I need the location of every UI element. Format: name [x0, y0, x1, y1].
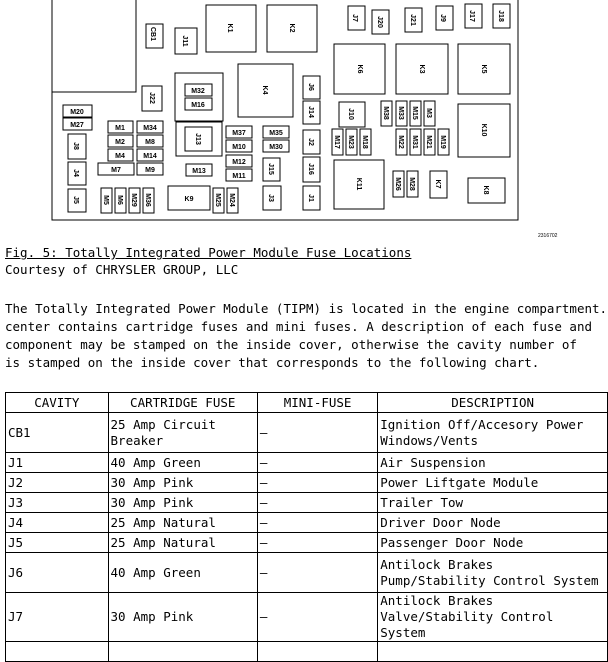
cell-cavity: J4	[6, 513, 109, 533]
intro-line: The Totally Integrated Power Module (TIPM) is located in the engine compartment.	[5, 301, 608, 316]
cell-cavity: J6	[6, 553, 109, 593]
table-row	[6, 642, 608, 662]
intro-paragraph	[5, 300, 607, 372]
label-m8: M8	[145, 139, 155, 146]
cell-mini: –	[257, 553, 377, 593]
label-k11: K11	[355, 177, 362, 191]
label-m10: M10	[232, 144, 246, 151]
label-m22: M22	[397, 135, 404, 149]
label-j20: J20	[376, 16, 383, 28]
label-j15: J15	[267, 163, 274, 175]
cell-mini: –	[257, 493, 377, 513]
label-j10: J10	[347, 108, 354, 120]
label-m34: M34	[143, 125, 157, 132]
cell-cavity: J1	[6, 453, 109, 473]
label-m4: M4	[115, 153, 125, 160]
label-m11: M11	[232, 173, 246, 180]
label-m1: M1	[115, 125, 125, 132]
label-j22: J22	[148, 92, 155, 104]
label-j9: J9	[439, 14, 446, 22]
module-outline	[52, 0, 518, 220]
label-k1: K1	[226, 23, 233, 33]
cell-description: Antilock Brakes Valve/Stability Control System	[378, 593, 608, 642]
label-j4: J4	[72, 169, 79, 177]
header-cartridge-fuse: CARTRIDGE FUSE	[108, 393, 257, 413]
label-k4: K4	[261, 85, 268, 95]
label-j13: J13	[194, 133, 201, 145]
label-m16: M16	[191, 102, 205, 109]
label-m36: M36	[144, 193, 151, 207]
label-m15: M15	[411, 106, 418, 120]
label-m20: M20	[70, 109, 84, 116]
label-m37: M37	[232, 130, 246, 137]
header-mini-fuse: MINI-FUSE	[257, 393, 377, 413]
label-m24: M24	[228, 193, 235, 207]
label-k9: K9	[184, 196, 194, 203]
label-cb1: CB1	[149, 26, 156, 42]
cell-cavity: J7	[6, 593, 109, 642]
fuse-table	[5, 392, 608, 662]
fuse-location-diagram	[0, 0, 608, 232]
label-m28: M28	[408, 177, 415, 191]
cell-cartridge: 25 Amp Natural	[108, 513, 257, 533]
label-k5: K5	[480, 64, 487, 74]
header-cavity: CAVITY	[6, 393, 109, 413]
cell-cartridge: 40 Amp Green	[108, 553, 257, 593]
cell-cartridge: 30 Amp Pink	[108, 493, 257, 513]
figure-caption	[5, 244, 411, 278]
table-body	[6, 413, 608, 662]
label-k2: K2	[288, 23, 295, 33]
cell-cartridge: 25 Amp Circuit Breaker	[108, 413, 257, 453]
cell-description: Driver Door Node	[378, 513, 608, 533]
cell-mini: –	[257, 453, 377, 473]
cell-description: Power Liftgate Module	[378, 473, 608, 493]
cell-cartridge: 30 Amp Pink	[108, 593, 257, 642]
cell-mini: –	[257, 593, 377, 642]
label-m12: M12	[232, 159, 246, 166]
label-m26: M26	[394, 177, 401, 191]
cell-description: Trailer Tow	[378, 493, 608, 513]
cell-description: Passenger Door Node	[378, 533, 608, 553]
label-m25: M25	[214, 193, 221, 207]
table-row	[6, 593, 608, 642]
table-row	[6, 553, 608, 593]
label-m2: M2	[115, 139, 125, 146]
label-k7: K7	[434, 179, 441, 189]
label-j17: J17	[468, 10, 475, 22]
cell-description: Antilock Brakes Pump/Stability Control System	[378, 553, 608, 593]
cell-cavity: CB1	[6, 413, 109, 453]
label-m27: M27	[70, 122, 84, 129]
cell-cavity: J2	[6, 473, 109, 493]
label-m30: M30	[269, 144, 283, 151]
cell-cavity: J5	[6, 533, 109, 553]
label-j5: J5	[72, 196, 79, 204]
intro-line: component may be stamped on the inside cover, otherwise the cavity number of	[5, 337, 577, 352]
cell-cartridge	[108, 642, 257, 662]
label-m17: M17	[333, 135, 340, 149]
label-j8: J8	[72, 142, 79, 150]
table-row	[6, 493, 608, 513]
intro-line: is stamped on the inside cover that corresponds to the following chart.	[5, 355, 540, 370]
cell-description: Air Suspension	[378, 453, 608, 473]
label-j18: J18	[497, 10, 504, 22]
intro-line: center contains cartridge fuses and mini fuses. A description of each fuse and	[5, 319, 592, 334]
cell-cartridge: 25 Amp Natural	[108, 533, 257, 553]
cell-mini: –	[257, 513, 377, 533]
label-m14: M14	[143, 153, 157, 160]
label-m32: M32	[191, 88, 205, 95]
label-m7: M7	[111, 167, 121, 174]
label-j6: J6	[307, 83, 314, 91]
cell-cartridge: 30 Amp Pink	[108, 473, 257, 493]
label-m29: M29	[130, 193, 137, 207]
label-m35: M35	[269, 130, 283, 137]
label-m33: M33	[397, 106, 404, 120]
label-m5: M5	[102, 195, 109, 205]
figure-courtesy: Courtesy of CHRYSLER GROUP, LLC	[5, 262, 239, 277]
label-k10: K10	[480, 123, 487, 137]
table-row	[6, 413, 608, 453]
label-j2: J2	[307, 138, 314, 146]
cell-description	[378, 642, 608, 662]
label-m38: M38	[382, 106, 389, 120]
label-j1: J1	[307, 194, 314, 202]
table-row	[6, 453, 608, 473]
cell-mini: –	[257, 413, 377, 453]
label-j16: J16	[307, 163, 314, 175]
label-m3: M3	[425, 108, 432, 118]
label-m19: M19	[439, 135, 446, 149]
cell-mini: –	[257, 533, 377, 553]
label-m9: M9	[145, 167, 155, 174]
table-header-row	[6, 393, 608, 413]
label-k3: K3	[418, 64, 425, 74]
header-description: DESCRIPTION	[378, 393, 608, 413]
cell-cavity	[6, 642, 109, 662]
module-inset	[52, 0, 136, 92]
figure-title: Fig. 5: Totally Integrated Power Module Fuse Locations	[5, 245, 412, 260]
label-m31: M31	[411, 135, 418, 149]
label-m6: M6	[116, 195, 123, 205]
label-m23: M23	[347, 135, 354, 149]
label-m21: M21	[425, 135, 432, 149]
label-k8: K8	[482, 185, 489, 195]
label-j7: J7	[351, 14, 358, 22]
table-row	[6, 513, 608, 533]
label-j3: J3	[267, 194, 274, 202]
table-row	[6, 473, 608, 493]
label-k6: K6	[356, 64, 363, 74]
label-m13: M13	[192, 168, 206, 175]
cell-mini: –	[257, 473, 377, 493]
cell-description: Ignition Off/Accesory Power Windows/Vents	[378, 413, 608, 453]
cell-cartridge: 40 Amp Green	[108, 453, 257, 473]
label-m18: M18	[361, 135, 368, 149]
label-j11: J11	[181, 35, 188, 47]
table-row	[6, 533, 608, 553]
label-j21: J21	[409, 14, 416, 26]
cell-mini	[257, 642, 377, 662]
label-j14: J14	[307, 106, 314, 118]
figure-id: 2316702	[538, 233, 558, 239]
cell-cavity: J3	[6, 493, 109, 513]
